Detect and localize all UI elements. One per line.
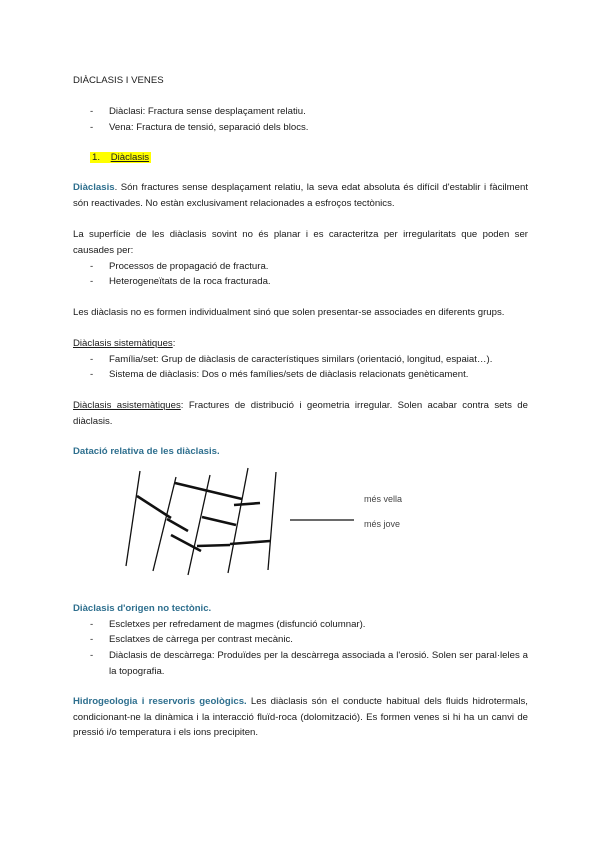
bullet-dash: - (90, 619, 94, 630)
legend-young-label: més jove (364, 519, 401, 529)
fracture-line-old (202, 517, 236, 525)
fracture-line-old (167, 519, 188, 531)
bullet-dash: - (90, 276, 94, 287)
fracture-diagram (118, 463, 298, 583)
list-item: Esclatxes de càrrega per contrast mecànic. (109, 634, 293, 645)
paragraph-superficie: La superfície de les diàclasis sovint no és planar i es caracteritza per irregularitats que poden ser causades per: (73, 229, 528, 256)
fracture-line-old (197, 545, 230, 546)
bullet-dash: - (90, 261, 94, 272)
intro-item-diaclasi: Diàclasi: Fractura sense desplaçament relatiu. (109, 106, 306, 117)
fracture-line (126, 471, 140, 566)
fracture-line-old (234, 503, 260, 505)
fracture-line (228, 468, 248, 573)
legend-old-label: més vella (364, 494, 403, 504)
fracture-line-old (230, 541, 270, 544)
fracture-line-old (175, 483, 242, 499)
fracture-line (153, 477, 176, 571)
bullet-dash: - (90, 122, 94, 133)
paragraph-asistematiques: Diàclasis asistemàtiques: Fractures de distribució i geometria irregular. Solen acabar contra sets de diàclasis. (73, 400, 528, 427)
list-item: Escletxes per refredament de magmes (disfunció columnar). (109, 619, 366, 630)
heading-datacio: Datació relativa de les diàclasis. (73, 446, 220, 457)
term-diaclasis: Diàclasis (73, 182, 115, 193)
list-item: Heterogeneïtats de la roca fracturada. (109, 276, 271, 287)
bullet-dash: - (90, 369, 94, 380)
section-heading (90, 150, 151, 166)
list-item: Família/set: Grup de diàclasis de característiques similars (orientació, longitud, espaiat…). (109, 354, 493, 365)
heading-origen: Diàclasis d'origen no tectònic. (73, 603, 212, 614)
list-item: Processos de propagació de fractura. (109, 261, 269, 272)
term-hidrogeologia: Hidrogeologia i reservoris geològics. (73, 696, 247, 707)
legend-line (288, 515, 358, 525)
section-number: 1. (92, 152, 101, 163)
bullet-dash: - (90, 650, 94, 661)
fracture-line-old (137, 496, 171, 518)
paragraph-hidrogeologia: Hidrogeologia i reservoris geològics. Les diàclasis són el conducte habitual dels fluids hidrotermals, condicionant-ne la dinàmica i la interacció fluïd-roca (dolomització). Es formen venes si hi ha un canvi de pressió i/o temperatura i els ions precipiten. (73, 696, 528, 738)
heading-sistematiques: Diàclasis sistemàtiques: (73, 338, 176, 349)
section-title: Diàclasis (110, 152, 150, 163)
list-item: Sistema de diàclasis: Dos o més famílies/sets de diàclasis relacionats genèticament. (109, 369, 469, 380)
document-title: DIÀCLASIS I VENES (73, 75, 164, 86)
bullet-dash: - (90, 354, 94, 365)
term-asistematiques: Diàclasis asistemàtiques (73, 400, 181, 411)
fracture-line (268, 472, 276, 570)
bullet-dash: - (90, 106, 94, 117)
paragraph-grups: Les diàclasis no es formen individualment sinó que solen presentar-se associades en diferents grups. (73, 307, 505, 318)
list-item: Diàclasis de descàrrega: Produïdes per la descàrrega associada a l'erosió. Solen ser paral·leles a la topografia. (109, 650, 528, 677)
bullet-dash: - (90, 634, 94, 645)
intro-item-vena: Vena: Fractura de tensió, separació dels blocs. (109, 122, 309, 133)
paragraph-text: . Són fractures sense desplaçament relatiu, la seva edat absoluta és difícil d'establir i fàcilment són reactivades. No estàn exclusivament relacionades a esfroços tectònics. (73, 182, 528, 209)
paragraph-diaclasis (73, 180, 528, 211)
